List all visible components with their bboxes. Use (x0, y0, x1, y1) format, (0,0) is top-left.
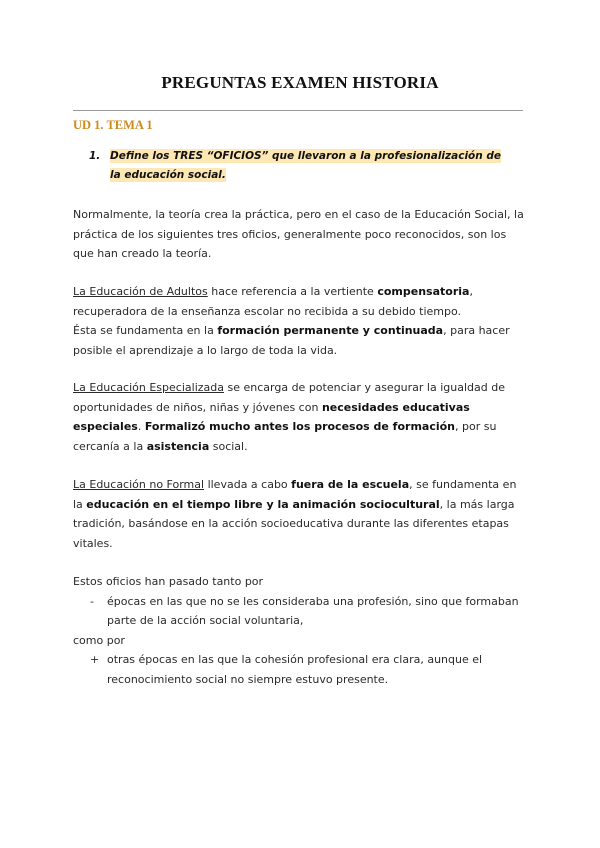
bold-run: formación permanente y continuada (217, 324, 444, 337)
list-item (73, 592, 528, 631)
bold-run: educación en el tiempo libre y la animación sociocultural (86, 497, 440, 511)
paragraph-noformal (73, 475, 528, 553)
question-1 (89, 147, 509, 185)
list-item-text: épocas en las que no se les consideraba una profesión, sino que formaban parte de la acción social voluntaria, (107, 594, 519, 627)
list-item (73, 650, 528, 689)
document-title: PREGUNTAS EXAMEN HISTORIA (161, 73, 439, 92)
text-run: hace referencia a la vertiente (207, 285, 378, 298)
dash-bullet: - (90, 594, 94, 608)
text-run: , se fundamenta en la (73, 478, 517, 511)
term-noformal: La Educación no Formal (73, 478, 205, 491)
oficios-middle: como por (73, 633, 125, 647)
text-run: , por su cercanía a la (73, 420, 497, 453)
paragraph-especializada (73, 378, 528, 456)
intro-paragraph: Normalmente, la teoría crea la práctica, pero en el caso de la Educación Social, la práctica de los siguientes tres oficios, generalmente poco reconocidos, son los que han creado la teoría. (73, 208, 524, 260)
unit-heading: UD 1. TEMA 1 (73, 118, 153, 132)
bold-run: Formalizó mucho antes los procesos de formación (144, 420, 456, 433)
title-divider (73, 110, 523, 111)
text-run: . (137, 420, 145, 433)
oficios-section (73, 572, 528, 689)
term-adultos: La Educación de Adultos (73, 285, 208, 298)
term-especializada: La Educación Especializada (73, 381, 224, 394)
plus-bullet: + (90, 653, 100, 666)
text-run: social. (209, 439, 248, 453)
list-item-text: otras épocas en las que la cohesión profesional era clara, aunque el reconocimiento social no siempre estuvo presente. (107, 653, 483, 686)
bold-run: necesidades educativas especiales (73, 400, 470, 433)
text-run: , para hacer posible el aprendizaje a lo largo de toda la vida. (73, 324, 510, 357)
question-number: 1. (89, 150, 101, 162)
text-run: se encarga de potenciar y asegurar la igualdad de oportunidades de niños, niñas y jóvenes con (73, 381, 505, 414)
text-run: , la más larga tradición, basándose en la acción socioeducativa durante las diferentes etapas vitales. (73, 497, 515, 550)
bold-run: asistencia (146, 439, 210, 453)
bold-run: compensatoria (377, 285, 470, 298)
question-text: Define los TRES “OFICIOS” que llevaron a la profesionalización de la educación social. (110, 150, 502, 181)
bold-run: fuera de la escuela (291, 478, 410, 491)
paragraph-adultos (73, 282, 528, 360)
text-run: llevada a cabo (204, 478, 292, 491)
text-run: , recuperadora de la enseñanza escolar no recibida a su debido tiempo. (73, 285, 473, 318)
text-run: Ésta se fundamenta en la (73, 324, 218, 337)
oficios-lead: Estos oficios han pasado tanto por (73, 575, 264, 588)
